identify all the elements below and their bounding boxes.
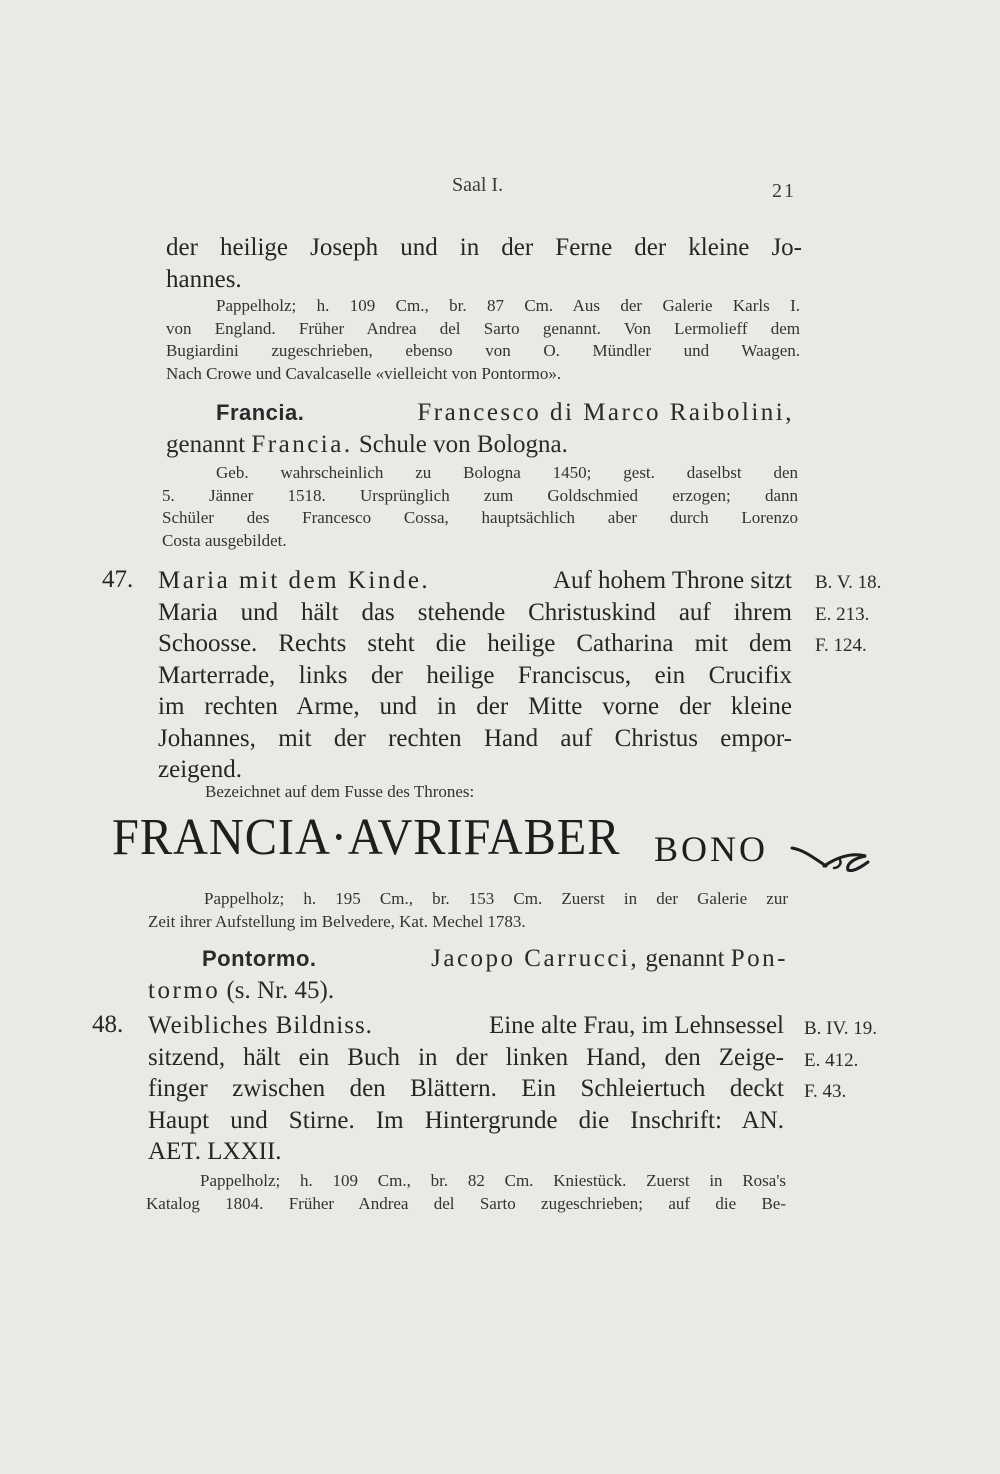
text-line: Maria und hält das stehende Christuskind auf ihrem [158,598,792,626]
entry-number-47: 47. [102,566,134,593]
heading-spaced-name: Jacopo Carrucci, [431,945,640,972]
catalog-ref: E. 412. [804,1049,859,1071]
heading-spaced-name: Pon- [730,945,788,972]
entry-title: Maria mit dem Kinde. [158,567,431,594]
page-number: 21 [772,180,796,202]
note-line: Pappelholz; h. 109 Cm., br. 82 Cm. Kniestück. Zuerst in Rosa's [200,1171,786,1190]
entry-48-text [148,1010,784,1168]
heading-school: Schule von Bologna. [358,430,568,458]
text-line: Schoosse. Rechts steht die heilige Catharina mit dem [158,630,792,657]
heading-spaced-name: tormo [148,976,221,1004]
catalog-ref: F. 124. [815,635,867,656]
artist-heading-pontormo [148,943,788,1006]
running-head-section: Saal I. [452,174,504,196]
artist-heading-francia [166,397,794,460]
note-line: Katalog 1804. Früher Andrea del Sarto zugeschrieben; auf die Be- [146,1193,786,1213]
artist-bio-francia [162,462,798,552]
entry-47-note [148,888,788,933]
note-line: Zeit ihrer Aufstellung im Belvedere, Kat. Mechel 1783. [148,911,526,931]
text-line: Haupt und Stirne. Im Hintergrunde die Inschrift: AN. [148,1106,784,1134]
inscription-main: FRANCIA·AVRIFABER [112,809,621,866]
heading-text: (s. Nr. 45). [226,976,335,1004]
text-line: Marterrade, links der heilige Franciscus, ein Crucifix [158,661,792,689]
text-line: Auf hohem Throne sitzt [552,567,792,594]
artist-full-name: Francesco di Marco Raibolini, [417,399,794,426]
entry-48-refs [804,1013,877,1108]
inscription-tail: BONO [654,829,769,869]
note-line: Pappelholz; h. 109 Cm., br. 87 Cm. Aus der Galerie Karls I. [216,296,800,315]
catalog-ref: B. IV. 19. [804,1018,878,1039]
catalog-ref: B. V. 18. [815,572,882,593]
bio-line: Schüler des Francesco Cossa, hauptsächlich aber durch Lorenzo [162,508,798,527]
catalog-ref: F. 43. [804,1081,847,1102]
note-line: Bugiardini zugeschrieben, ebenso von O. Mündler und Waagen. [166,341,800,360]
entry-47-refs [815,567,881,662]
heading-text: genannt [166,430,246,458]
note-line: Nach Crowe und Cavalcaselle «vielleicht von Pontormo». [166,363,562,383]
text-line: der heilige Joseph und in der Ferne der kleine Jo- [166,234,802,261]
intro-text [166,232,802,295]
text-line: im rechten Arme, und in der Mitte vorne der kleine [158,693,792,720]
text-line: finger zwischen den Blättern. Ein Schleiertuch deckt [148,1075,784,1102]
intro-note [166,295,800,385]
inscription-intro: Bezeichnet auf dem Fusse des Thrones: [205,782,475,801]
text-line: hannes. [166,265,242,293]
entry-48-note [146,1170,786,1215]
bio-line: 5. Jänner 1518. Ursprünglich zum Goldschmied erzogen; dann [162,485,798,505]
note-line: von England. Früher Andrea del Sarto genannt. Von Lermolieff dem [166,318,800,338]
text-line: Johannes, mit der rechten Hand auf Christus empor- [158,724,792,752]
inscription-flourish-icon [790,838,872,876]
bio-line: Costa ausgebildet. [162,530,287,550]
heading-text: genannt [645,945,725,972]
entry-47-text [158,565,792,786]
heading-spaced-name: Francia. [251,430,353,458]
text-line: Eine alte Frau, im Lehnsessel [488,1012,784,1039]
note-line: Pappelholz; h. 195 Cm., br. 153 Cm. Zuerst in der Galerie zur [204,889,788,908]
text-line: sitzend, hält ein Buch in der linken Hand, den Zeige- [148,1043,784,1071]
entry-title: Weibliches Bildniss. [148,1012,373,1039]
artist-name: Francia. [216,400,305,425]
bio-line: Geb. wahrscheinlich zu Bologna 1450; gest. daselbst den [216,463,798,482]
catalog-ref: E. 213. [815,603,870,625]
artist-name: Pontormo. [202,946,317,971]
text-line: AET. LXXII. [148,1138,282,1165]
text-line: zeigend. [158,756,242,783]
entry-number-48: 48. [92,1011,124,1038]
